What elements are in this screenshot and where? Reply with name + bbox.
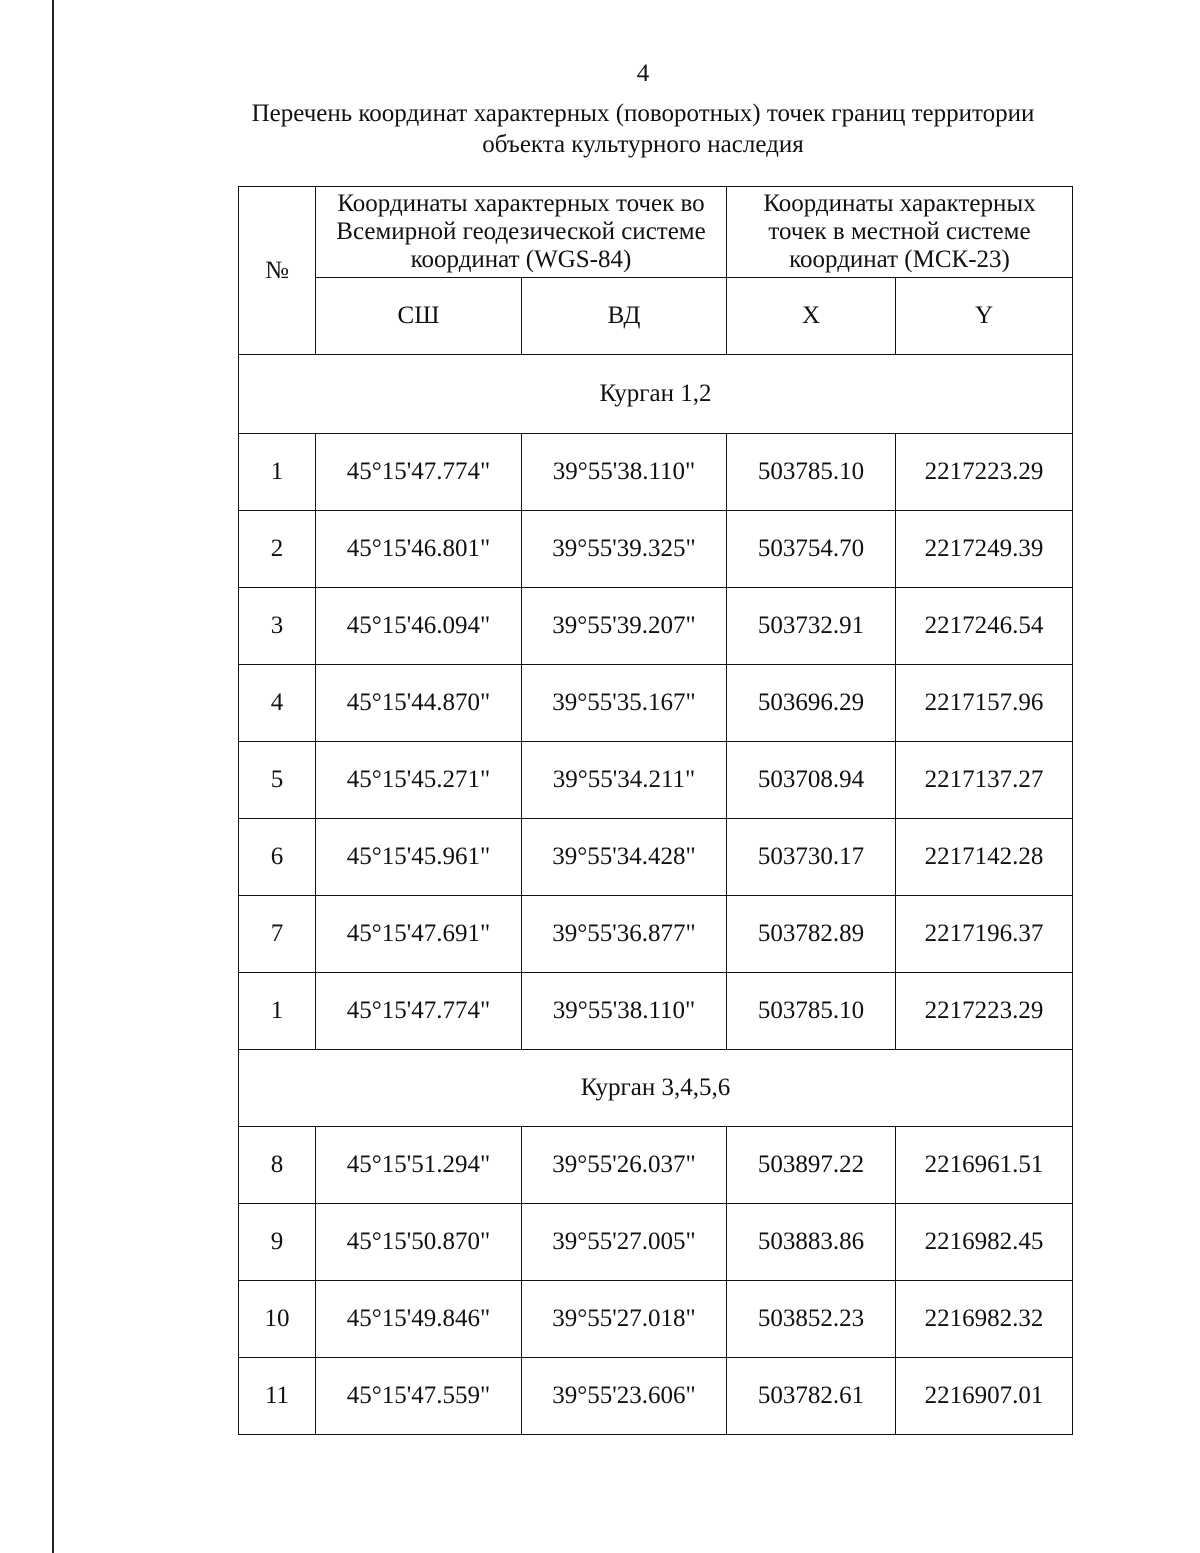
latitude-cell: 45°15'49.846" <box>316 1281 522 1358</box>
table-body <box>239 355 1073 1435</box>
latitude-cell: 45°15'51.294" <box>316 1127 522 1204</box>
section-row <box>239 1050 1073 1127</box>
latitude-cell: 45°15'45.271" <box>316 742 522 819</box>
point-number-cell: 7 <box>239 896 316 973</box>
table-row <box>239 819 1073 896</box>
point-number-cell: 10 <box>239 1281 316 1358</box>
longitude-cell: 39°55'34.211" <box>522 742 727 819</box>
section-title: Курган 1,2 <box>239 355 1073 434</box>
page-margin-line <box>52 0 54 1553</box>
x-coordinate-cell: 503785.10 <box>727 434 896 511</box>
point-number-cell: 2 <box>239 511 316 588</box>
y-coordinate-cell: 2217249.39 <box>896 511 1073 588</box>
header-y: Y <box>896 278 1073 355</box>
y-coordinate-cell: 2217137.27 <box>896 742 1073 819</box>
latitude-cell: 45°15'47.774" <box>316 434 522 511</box>
y-coordinate-cell: 2217246.54 <box>896 588 1073 665</box>
x-coordinate-cell: 503732.91 <box>727 588 896 665</box>
point-number-cell: 5 <box>239 742 316 819</box>
longitude-cell: 39°55'38.110" <box>522 973 727 1050</box>
document-title <box>200 98 1086 160</box>
y-coordinate-cell: 2217223.29 <box>896 973 1073 1050</box>
header-msk23 <box>727 187 1073 278</box>
point-number-cell: 3 <box>239 588 316 665</box>
table-row <box>239 588 1073 665</box>
table-row <box>239 511 1073 588</box>
header-wgs84-line: Координаты характерных точек во <box>337 190 705 217</box>
x-coordinate-cell: 503883.86 <box>727 1204 896 1281</box>
x-coordinate-cell: 503708.94 <box>727 742 896 819</box>
point-number-cell: 9 <box>239 1204 316 1281</box>
y-coordinate-cell: 2216961.51 <box>896 1127 1073 1204</box>
page-number: 4 <box>636 60 650 87</box>
x-coordinate-cell: 503696.29 <box>727 665 896 742</box>
longitude-cell: 39°55'39.325" <box>522 511 727 588</box>
title-line-1: Перечень координат характерных (поворотных) точек границ территории <box>251 100 1035 127</box>
x-coordinate-cell: 503782.89 <box>727 896 896 973</box>
latitude-cell: 45°15'45.961" <box>316 819 522 896</box>
y-coordinate-cell: 2217196.37 <box>896 896 1073 973</box>
point-number-cell: 4 <box>239 665 316 742</box>
latitude-cell: 45°15'46.094" <box>316 588 522 665</box>
table-row <box>239 973 1073 1050</box>
header-wgs84-line: координат (WGS-84) <box>410 246 632 273</box>
point-number-cell: 11 <box>239 1358 316 1435</box>
y-coordinate-cell: 2216982.45 <box>896 1204 1073 1281</box>
table-row <box>239 1127 1073 1204</box>
point-number-cell: 8 <box>239 1127 316 1204</box>
point-number-cell: 1 <box>239 973 316 1050</box>
header-msk23-line: координат (МСК-23) <box>789 246 1010 273</box>
longitude-cell: 39°55'36.877" <box>522 896 727 973</box>
header-x: X <box>727 278 896 355</box>
x-coordinate-cell: 503852.23 <box>727 1281 896 1358</box>
header-latitude: СШ <box>316 278 522 355</box>
longitude-cell: 39°55'26.037" <box>522 1127 727 1204</box>
header-longitude: ВД <box>522 278 727 355</box>
longitude-cell: 39°55'39.207" <box>522 588 727 665</box>
latitude-cell: 45°15'46.801" <box>316 511 522 588</box>
longitude-cell: 39°55'23.606" <box>522 1358 727 1435</box>
latitude-cell: 45°15'47.559" <box>316 1358 522 1435</box>
latitude-cell: 45°15'44.870" <box>316 665 522 742</box>
y-coordinate-cell: 2216907.01 <box>896 1358 1073 1435</box>
table-row <box>239 1281 1073 1358</box>
header-msk23-line: точек в местной системе <box>768 218 1031 245</box>
longitude-cell: 39°55'34.428" <box>522 819 727 896</box>
header-msk23-line: Координаты характерных <box>763 190 1036 217</box>
x-coordinate-cell: 503730.17 <box>727 819 896 896</box>
point-number-cell: 6 <box>239 819 316 896</box>
table-row <box>239 1358 1073 1435</box>
table-row <box>239 1204 1073 1281</box>
title-line-2: объекта культурного наследия <box>482 131 804 158</box>
header-wgs84-line: Всемирной геодезической системе <box>336 218 706 245</box>
longitude-cell: 39°55'27.018" <box>522 1281 727 1358</box>
x-coordinate-cell: 503897.22 <box>727 1127 896 1204</box>
header-number: № <box>239 187 316 355</box>
longitude-cell: 39°55'35.167" <box>522 665 727 742</box>
table-row <box>239 665 1073 742</box>
table-row <box>239 896 1073 973</box>
y-coordinate-cell: 2217142.28 <box>896 819 1073 896</box>
header-wgs84 <box>316 187 727 278</box>
y-coordinate-cell: 2216982.32 <box>896 1281 1073 1358</box>
latitude-cell: 45°15'47.774" <box>316 973 522 1050</box>
latitude-cell: 45°15'47.691" <box>316 896 522 973</box>
longitude-cell: 39°55'27.005" <box>522 1204 727 1281</box>
coordinates-table <box>238 186 1073 1435</box>
section-title: Курган 3,4,5,6 <box>239 1050 1073 1127</box>
longitude-cell: 39°55'38.110" <box>522 434 727 511</box>
y-coordinate-cell: 2217223.29 <box>896 434 1073 511</box>
table-row <box>239 434 1073 511</box>
x-coordinate-cell: 503782.61 <box>727 1358 896 1435</box>
table-row <box>239 742 1073 819</box>
section-row <box>239 355 1073 434</box>
y-coordinate-cell: 2217157.96 <box>896 665 1073 742</box>
x-coordinate-cell: 503785.10 <box>727 973 896 1050</box>
x-coordinate-cell: 503754.70 <box>727 511 896 588</box>
latitude-cell: 45°15'50.870" <box>316 1204 522 1281</box>
point-number-cell: 1 <box>239 434 316 511</box>
